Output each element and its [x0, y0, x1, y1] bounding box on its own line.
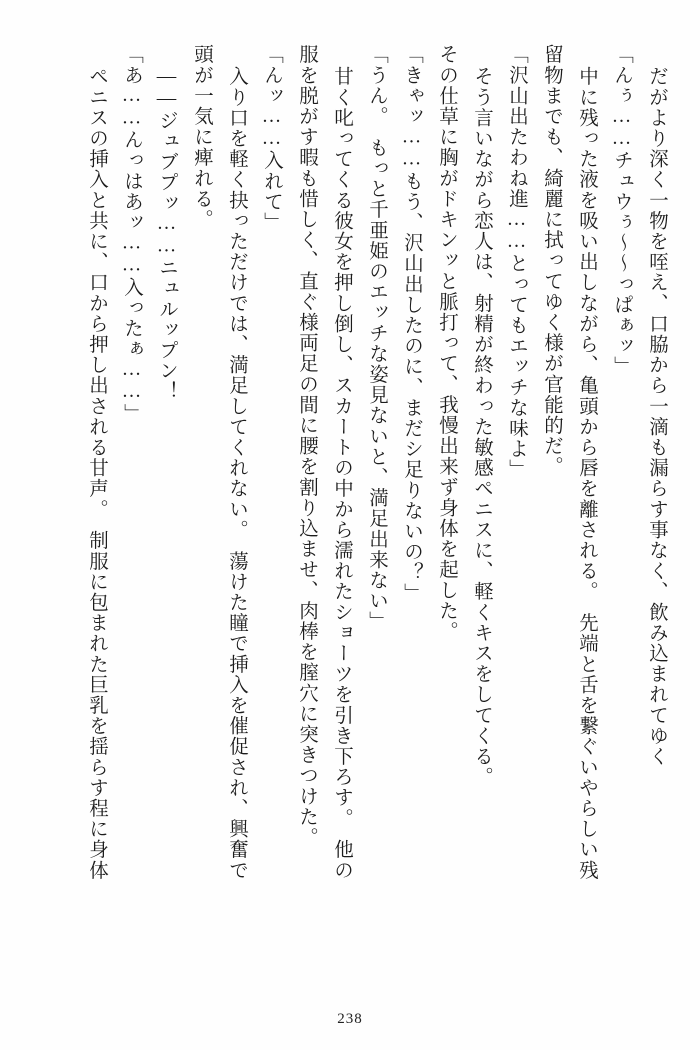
text-line: 「んぅ……チュウぅ～～っぱぁッ」: [611, 44, 632, 377]
text-line: 「んッ……入れて」: [261, 44, 282, 233]
text-line: ――ジュブプッ……ニュルップン！: [156, 66, 177, 402]
text-line: 服を脱がす暇も惜しく、直ぐ様両足の間に腰を割り込ませ、肉棒を膣穴に突きつけた。: [296, 44, 317, 848]
text-line: 頭が一気に痺れる。: [191, 44, 212, 230]
text-line: 入り口を軽く抉っただけでは、満足してくれない。 蕩けた瞳で挿入を催促され、興奮で: [226, 66, 247, 881]
page-number: 238: [337, 1011, 363, 1027]
text-line: 「うん。 もっと千亜姫のエッチな姿見ないと、満足出来ない」: [366, 44, 387, 632]
text-line: 「あ……んっはあッ……入ったぁ……」: [121, 44, 142, 424]
text-line: 留物までも、綺麗に拭ってゆく様が官能的だ。: [541, 44, 562, 477]
page-body-text: [34, 44, 666, 978]
text-line: その仕草に胸がドキンッと脈打って、我慢出来ず身体を起した。: [436, 44, 457, 642]
text-line: そう言いながら恋人は、射精が終わった敏感ペニスに、軽くキスをしてくる。: [471, 66, 492, 787]
text-line: 中に残った液を吸い出しながら、亀頭から唇を離される。 先端と舌を繋ぐいやらしい残: [576, 66, 597, 881]
text-line: 甘く叱ってくる彼女を押し倒し、スカートの中から濡れたショーツを引き下ろす。 他の: [331, 66, 352, 881]
text-line: ペニスの挿入と共に、口から押し出される甘声。 制服に包まれた巨乳を揺らす程に身体: [86, 66, 107, 881]
text-line: 「沢山出たわね進……とってもエッチな味よ」: [506, 44, 527, 480]
text-line: だがより深く一物を咥え、口脇から一滴も漏らす事なく、飲み込まれてゆく: [646, 66, 667, 767]
text-line: 「きゃッ……もう、沢山出したのに、まだシ足りないの？」: [401, 44, 422, 604]
